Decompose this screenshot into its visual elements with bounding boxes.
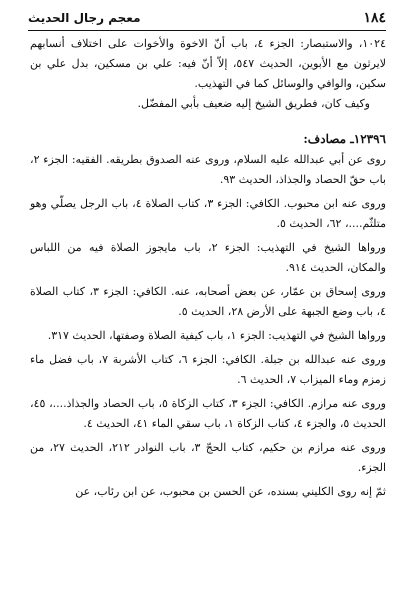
- page-header: [28, 4, 386, 28]
- entry-paragraph: ورواها الشيخ في التهذيب: الجزء ١، باب كيفية الصلاة وصفتها، الحديث ٣١٧.: [47, 329, 386, 342]
- entry-paragraph: وروى عنه مرازم. الكافي: الجزء ٣، كتاب الزكاة ٥، باب الحصاد والجذاذ....، ٤٥، الحديث ٥، والجزء ٤، كتاب الزكاة ١، باب سقي الماء ٤١، الحديث ٤.: [30, 397, 386, 430]
- text-paragraph: ١٠٢٤، والاستبصار: الجزء ٤، باب أنّ الاخوة والأخوات على اختلاف أنسابهم لايرثون مع الأبوين، الحديث ٥٤٧، إلاّ أنّ فيه: علي بن مسكين، بدل علي بن سكين، والوافي والوسائل كما في التهذيب.: [30, 37, 386, 90]
- entry-paragraph: ثمّ إنه روى الكليني بسنده، عن الحسن بن محبوب، عن ابن رئاب، عن: [75, 485, 386, 498]
- entry-heading: ١٢٣٩٦ـ مصادف:: [303, 132, 386, 146]
- section-gap: [30, 114, 386, 128]
- entry-paragraph: وروى عنه مرازم بن حكيم، كتاب الحجّ ٣، باب النوادر ٢١٢، الحديث ٢٧، من الجزء.: [30, 441, 386, 474]
- running-title: معجم رجال الحديث: [28, 11, 141, 25]
- entry-paragraph: وروى عنه عبدالله بن جبلة. الكافي: الجزء ٦، كتاب الأشربة ٧، باب فضل ماء زمزم وماء الميزاب ٧، الحديث ٦.: [30, 353, 386, 386]
- entry-paragraph: وروى إسحاق بن عمّار، عن بعض أصحابه، عنه. الكافي: الجزء ٣، كتاب الصلاة ٤، باب وضع الجبهة على الأرض ٢٨، الحديث ٥.: [30, 285, 386, 318]
- entry-paragraph: ورواها الشيخ في التهذيب: الجزء ٢، باب مايجوز الصلاة فيه من اللباس والمكان، الحديث ٩١٤.: [30, 241, 386, 274]
- page-number: ١٨٤: [363, 10, 386, 26]
- page-body: [30, 34, 386, 502]
- entry-paragraph: روى عن أبي عبدالله عليه السلام، وروى عنه الصدوق بطريقه. الفقيه: الجزء ٢، باب حقّ الحصاد والجذاذ، الحديث ٩٣.: [30, 153, 386, 186]
- header-rule: [28, 30, 386, 31]
- text-paragraph: وكيف كان، فطريق الشيخ إليه ضعيف بأبي المفضّل.: [137, 97, 370, 110]
- entry-paragraph: وروى عنه ابن محبوب. الكافي: الجزء ٣، كتاب الصلاة ٤، باب الرجل يصلّي وهو متلثّم....، ٦٢، الحديث ٥.: [30, 197, 386, 230]
